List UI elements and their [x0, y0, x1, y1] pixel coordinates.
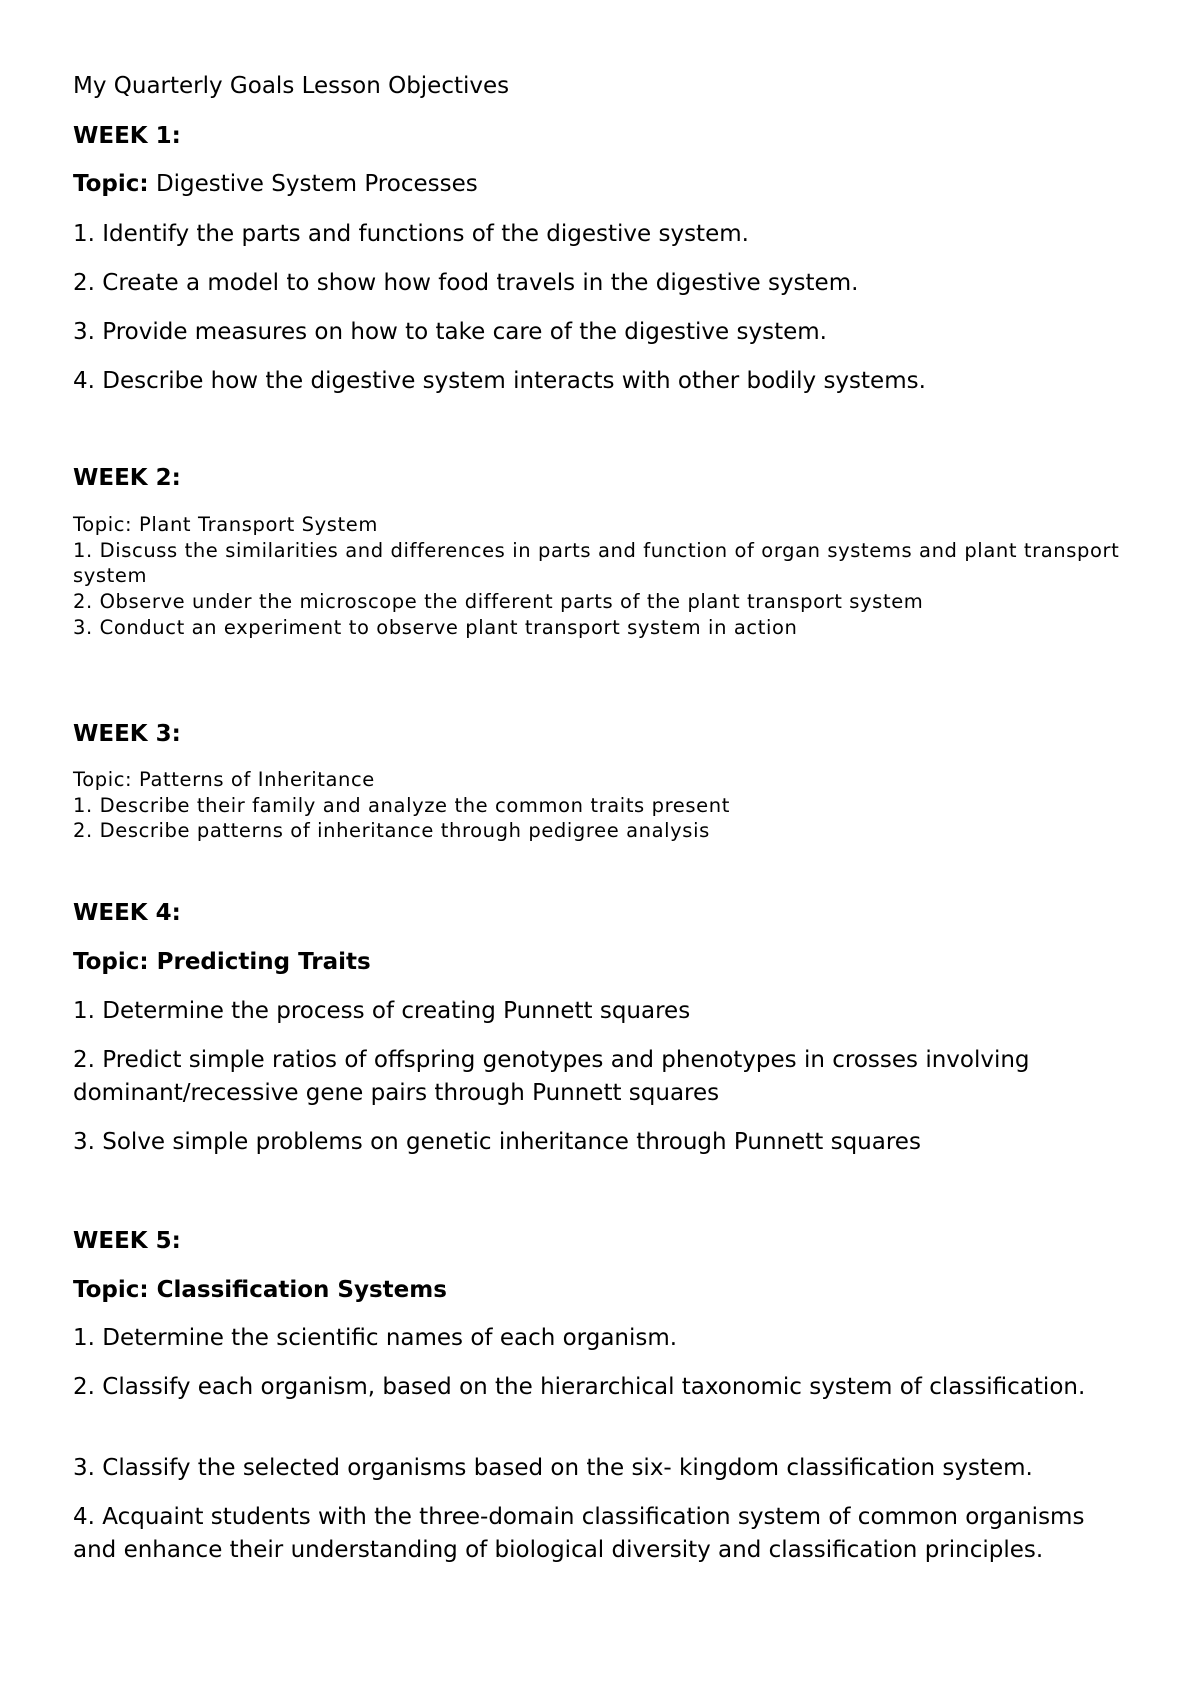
week-4-heading: WEEK 4: [73, 900, 181, 926]
week-2-objective-2: 2. Observe under the microscope the different parts of the plant transport system [73, 590, 924, 613]
week-1-objective-1: 1. Identify the parts and functions of the digestive system. [73, 221, 749, 247]
week-1-heading: WEEK 1: [73, 123, 181, 149]
week-5-objective-2: 2. Classify each organism, based on the hierarchical taxonomic system of classification. [73, 1374, 1086, 1400]
week-1-objective-4: 4. Describe how the digestive system interacts with other bodily systems. [73, 368, 926, 394]
week-5-topic: Topic: Classification Systems [73, 1277, 447, 1303]
week-1-topic [73, 168, 478, 201]
week-2-objective-1: 1. Discuss the similarities and differences in parts and function of organ systems and plant transport system [73, 539, 1120, 587]
document-title: My Quarterly Goals Lesson Objectives [73, 73, 510, 99]
week-1-topic-label: Topic: [73, 171, 149, 197]
week-2-heading: WEEK 2: [73, 465, 181, 491]
week-3-objective-1: 1. Describe their family and analyze the common traits present [73, 794, 730, 817]
week-4-topic: Topic: Predicting Traits [73, 949, 371, 975]
week-4-objective-3: 3. Solve simple problems on genetic inheritance through Punnett squares [73, 1129, 921, 1155]
week-2-topic: Topic: Plant Transport System [73, 513, 378, 536]
week-4-objective-2: 2. Predict simple ratios of offspring genotypes and phenotypes in crosses involving dominant/recessive gene pairs through Punnett squares [73, 1047, 1030, 1106]
week-5-heading: WEEK 5: [73, 1228, 181, 1254]
week-1-objective-3: 3. Provide measures on how to take care of the digestive system. [73, 319, 827, 345]
week-1-topic-name: Digestive System Processes [155, 171, 478, 197]
week-4-objective-1: 1. Determine the process of creating Punnett squares [73, 998, 691, 1024]
week-3-topic: Topic: Patterns of Inheritance [73, 768, 375, 791]
week-3-objective-2: 2. Describe patterns of inheritance through pedigree analysis [73, 819, 710, 842]
week-5-objective-3: 3. Classify the selected organisms based on the six- kingdom classification system. [73, 1455, 1033, 1481]
week-1-objective-2: 2. Create a model to show how food travels in the digestive system. [73, 270, 859, 296]
week-3-heading: WEEK 3: [73, 721, 181, 747]
week-5-objective-1: 1. Determine the scientific names of each organism. [73, 1325, 678, 1351]
week-5-objective-4: 4. Acquaint students with the three-domain classification system of common organisms and enhance their understanding of biological diversity and classification principles. [73, 1504, 1085, 1563]
week-2-objective-3: 3. Conduct an experiment to observe plant transport system in action [73, 616, 798, 639]
